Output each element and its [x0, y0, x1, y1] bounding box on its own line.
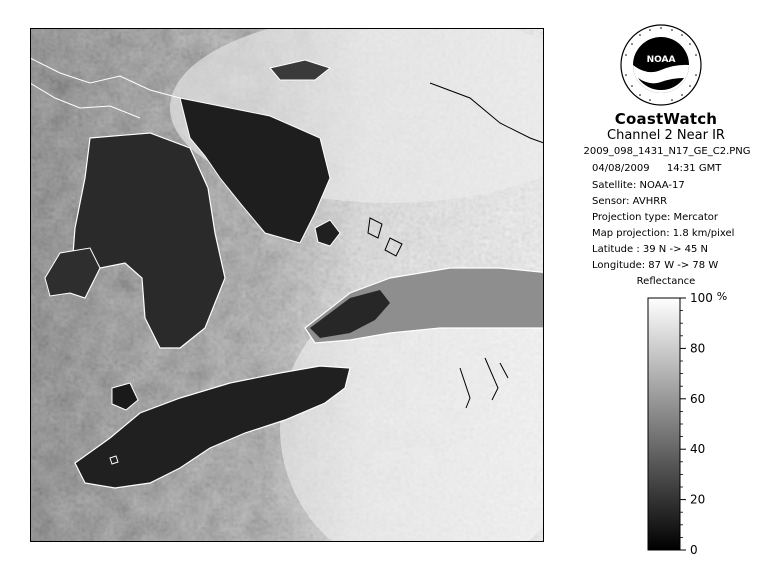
- longitude-line: [592, 260, 718, 271]
- satellite-label: Satellite:: [592, 180, 637, 191]
- brand-title: CoastWatch: [614, 110, 718, 128]
- projection-type-line: [592, 212, 718, 223]
- colorbar-label: Reflectance: [636, 276, 696, 287]
- colorbar-unit: %: [716, 290, 728, 303]
- colorbar-tick-label: 60: [690, 391, 706, 406]
- latitude-line: [592, 244, 708, 255]
- colorbar-tick-label: 100: [690, 291, 713, 305]
- reflectance-colorbar: [630, 290, 730, 560]
- colorbar-gradient: [648, 298, 680, 550]
- satellite-map: [30, 28, 544, 542]
- projection-type-label: Projection type:: [592, 212, 671, 223]
- logo-text: NOAA: [646, 55, 676, 65]
- filename-label: 2009_098_1431_N17_GE_C2.PNG: [583, 146, 751, 157]
- satellite-value: NOAA-17: [639, 180, 685, 191]
- colorbar-tick-label: 80: [690, 341, 706, 356]
- colorbar-ticks: [680, 291, 713, 557]
- projection-type-value: Mercator: [673, 212, 718, 223]
- sensor-value: AVHRR: [632, 196, 668, 207]
- colorbar-tick-label: 0: [690, 543, 698, 557]
- map-projection-line: [592, 228, 734, 239]
- date-value: 04/08/2009: [592, 163, 650, 174]
- noaa-logo: [620, 24, 702, 106]
- channel-title: Channel 2 Near IR: [607, 128, 725, 143]
- map-projection-value: 1.8 km/pixel: [672, 228, 735, 239]
- longitude-label: Longitude:: [592, 260, 646, 271]
- sensor-line: [592, 196, 667, 207]
- satellite-line: [592, 180, 685, 191]
- latitude-label: Latitude :: [592, 244, 640, 255]
- sensor-label: Sensor:: [592, 196, 630, 207]
- longitude-value: 87 W -> 78 W: [648, 260, 719, 271]
- colorbar-tick-label: 40: [690, 442, 706, 457]
- datetime-line: [592, 163, 721, 174]
- time-value: 14:31 GMT: [666, 163, 722, 174]
- latitude-value: 39 N -> 45 N: [642, 244, 709, 255]
- colorbar-tick-label: 20: [690, 492, 706, 507]
- map-projection-label: Map projection:: [592, 228, 670, 239]
